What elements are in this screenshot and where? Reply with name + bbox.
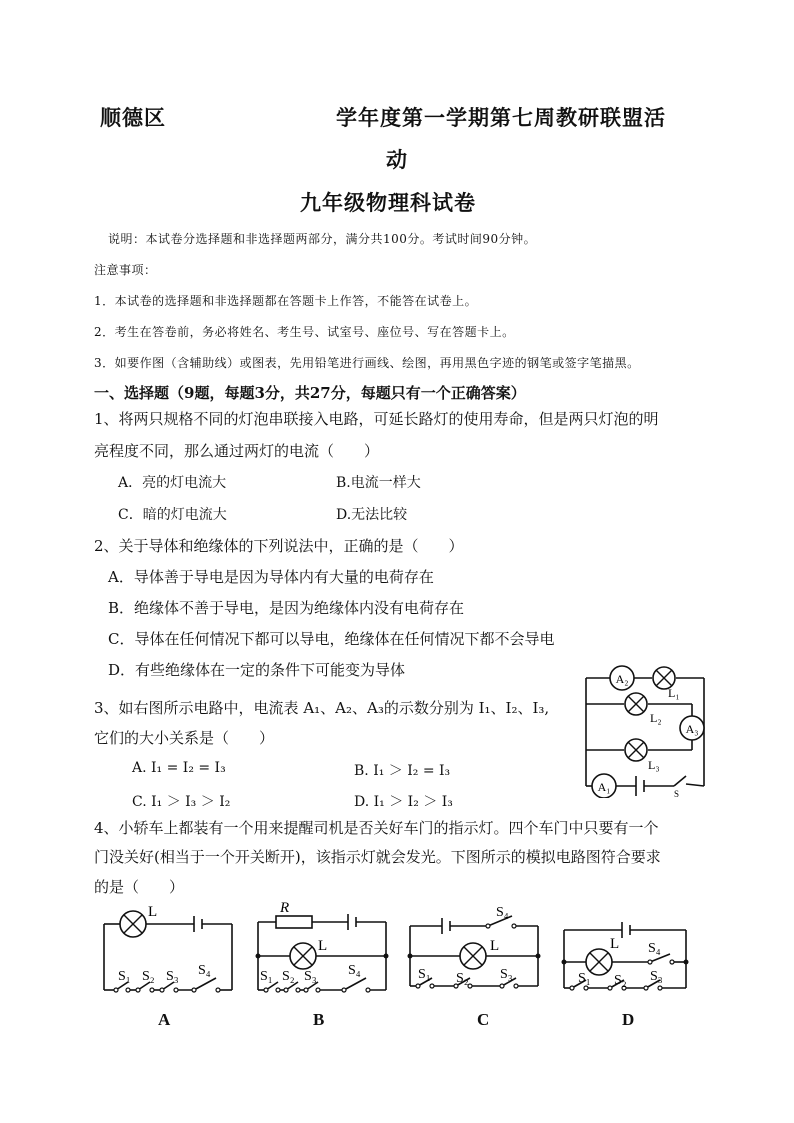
q3-option-c: C. I₁ ＞ I₃ ＞ I₂ bbox=[132, 794, 231, 810]
exam-title-line1: 学年度第一学期第七周教研联盟活 bbox=[336, 105, 666, 130]
q3-stem-line1: 3、如右图所示电路中，电流表 A₁、A₂、A₃的示数分别为 I₁、I₂、I₃, bbox=[94, 699, 550, 717]
q2-option-d: D．有些绝缘体在一定的条件下可能变为导体 bbox=[108, 661, 406, 679]
label-s1: S₁ bbox=[418, 967, 431, 982]
exam-title-line2: 动 bbox=[386, 147, 408, 172]
label-a2: A₂ bbox=[615, 672, 629, 686]
label-s4: S₄ bbox=[198, 963, 211, 978]
exam-subtitle: 九年级物理科试卷 bbox=[300, 190, 476, 215]
label-l1: L₁ bbox=[668, 686, 680, 700]
label-l3: L₃ bbox=[648, 758, 660, 772]
label-s3: S₃ bbox=[500, 967, 513, 982]
label-s3: S₃ bbox=[304, 969, 317, 984]
q2-option-b: B．绝缘体不善于导电，是因为绝缘体内没有电荷存在 bbox=[108, 599, 465, 617]
label-s2: S₂ bbox=[282, 969, 295, 984]
lamp-icon bbox=[120, 911, 146, 937]
lamp-l2-icon bbox=[625, 693, 647, 715]
label-s1: S₁ bbox=[260, 969, 273, 984]
section-heading: 一、选择题（9题，每题3分，共27分，每题只有一个正确答案） bbox=[94, 384, 526, 402]
caption-b: B bbox=[313, 1010, 325, 1029]
label-s4: S₄ bbox=[648, 941, 661, 956]
caution-item-2: 2．考生在答卷前，务必将姓名、考生号、试室号、座位号、写在答题卡上。 bbox=[94, 325, 515, 339]
ammeter-a1-icon bbox=[592, 774, 616, 798]
label-s3: S₃ bbox=[650, 969, 663, 984]
q2-option-a: A．导体善于导电是因为导体内有大量的电荷存在 bbox=[108, 568, 434, 586]
label-s3: S₃ bbox=[166, 969, 179, 984]
lamp-icon bbox=[460, 943, 486, 969]
q4-circuit-a bbox=[98, 900, 238, 1000]
q4-circuit-b bbox=[252, 900, 392, 1000]
label-a1: A₁ bbox=[597, 780, 611, 794]
ammeter-a3-icon bbox=[680, 716, 704, 740]
label-s1: S₁ bbox=[118, 969, 131, 984]
q4-circuit-c bbox=[404, 900, 544, 1000]
label-l: L bbox=[148, 904, 158, 920]
label-l: L bbox=[490, 938, 500, 954]
q4-stem-line1: 4、小轿车上都装有一个用来提醒司机是否关好车门的指示灯。四个车门中只要有一个 bbox=[94, 819, 659, 837]
q3-option-b: B. I₁ ＞ I₂ = I₃ bbox=[354, 763, 451, 779]
q3-stem-line2: 它们的大小关系是（ ） bbox=[94, 729, 275, 747]
label-l: L bbox=[610, 936, 620, 952]
label-r: R bbox=[280, 900, 290, 916]
q3-option-a: A. I₁ = I₂ = I₃ bbox=[132, 760, 226, 776]
q3-option-d: D. I₁ ＞ I₂ ＞ I₃ bbox=[354, 794, 453, 810]
label-s2: S₂ bbox=[456, 971, 469, 986]
q2-stem: 2、关于导体和绝缘体的下列说法中，正确的是（ ） bbox=[94, 537, 464, 555]
q1-option-c: C．暗的灯电流大 bbox=[118, 507, 227, 523]
label-s4: S₄ bbox=[496, 905, 509, 920]
district-name: 顺德区 bbox=[100, 105, 166, 130]
q1-stem-line1: 1、将两只规格不同的灯泡串联接入电路，可延长路灯的使用寿命，但是两只灯泡的明 bbox=[94, 410, 659, 428]
q3-circuit-figure bbox=[574, 658, 714, 798]
q1-stem-line2: 亮程度不同，那么通过两灯的电流（ ） bbox=[94, 442, 380, 460]
label-s2: S₂ bbox=[142, 969, 155, 984]
label-s4: S₄ bbox=[348, 963, 361, 978]
label-s: S bbox=[674, 789, 680, 798]
ammeter-a2-icon bbox=[610, 666, 634, 690]
caution-item-1: 1．本试卷的选择题和非选择题都在答题卡上作答，不能答在试卷上。 bbox=[94, 294, 478, 308]
label-a3: A₃ bbox=[685, 722, 699, 736]
q1-option-b: B.电流一样大 bbox=[336, 475, 421, 491]
q2-option-c: C．导体在任何情况下都可以导电，绝缘体在任何情况下都不会导电 bbox=[108, 630, 555, 648]
caption-a: A bbox=[158, 1010, 171, 1029]
label-l2: L₂ bbox=[650, 711, 662, 725]
q1-option-d: D.无法比较 bbox=[336, 507, 408, 523]
label-s1: S₁ bbox=[578, 971, 591, 986]
caption-c: C bbox=[477, 1010, 490, 1029]
caution-title: 注意事项： bbox=[94, 263, 157, 277]
caution-item-3: 3．如要作图（含辅助线）或图表，先用铅笔进行画线、绘图，再用黑色字迹的钢笔或签字笔描黑。 bbox=[94, 356, 640, 370]
q1-option-a: A．亮的灯电流大 bbox=[118, 475, 227, 491]
label-s2: S₂ bbox=[614, 973, 627, 988]
q4-stem-line3: 的是（ ） bbox=[94, 878, 185, 896]
lamp-icon bbox=[290, 943, 316, 969]
label-l: L bbox=[318, 938, 328, 954]
exam-description: 说明：本试卷分选择题和非选择题两部分，满分共100分。考试时间90分钟。 bbox=[108, 232, 537, 246]
caption-d: D bbox=[622, 1010, 635, 1029]
q4-circuit-d bbox=[558, 900, 698, 1000]
lamp-l3-icon bbox=[625, 739, 647, 761]
q4-stem-line2: 门没关好(相当于一个开关断开)，该指示灯就会发光。下图所示的模拟电路图符合要求 bbox=[94, 848, 661, 866]
